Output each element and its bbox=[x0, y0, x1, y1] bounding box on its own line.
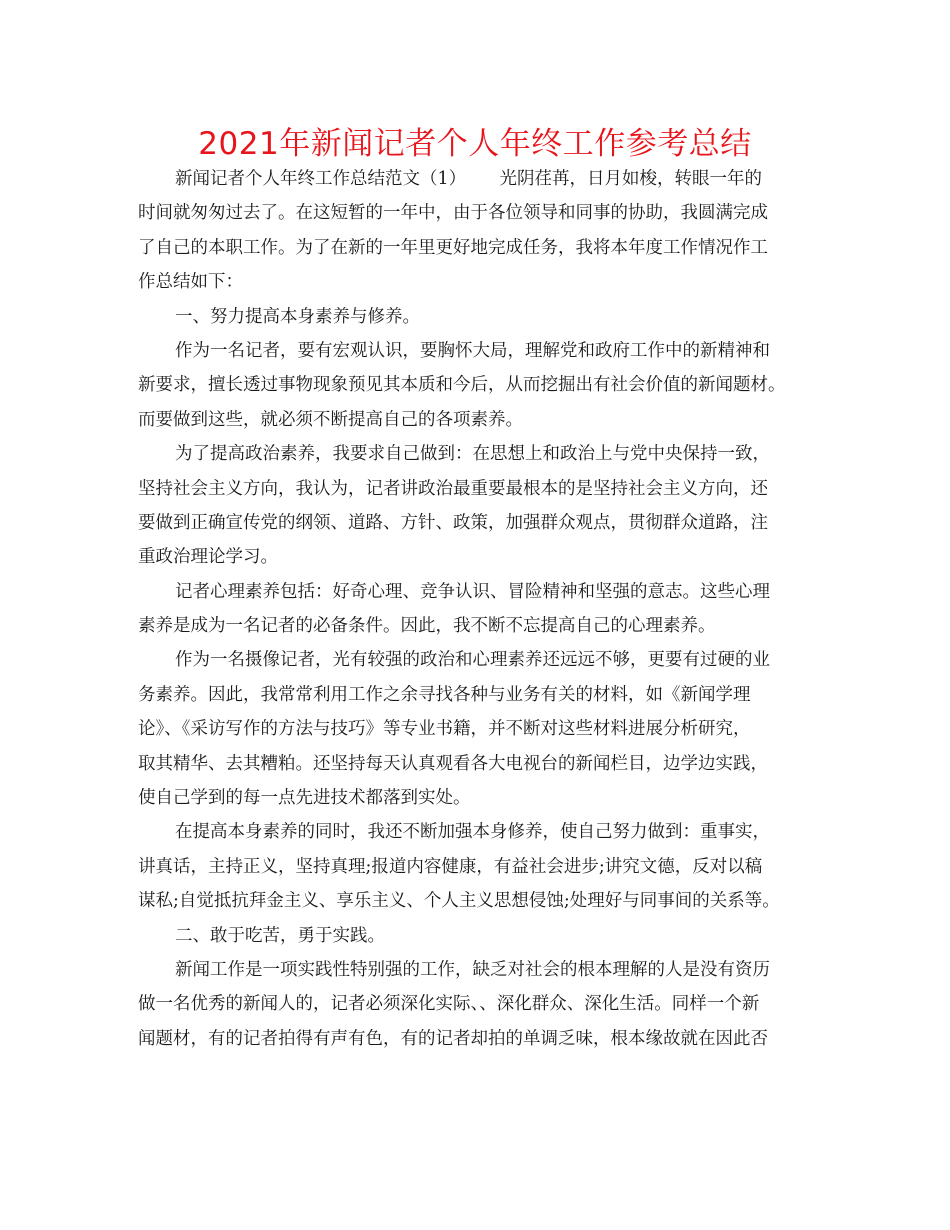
body-line: 在提高本身素养的同时，我还不断加强本身修养，使自己努力做到：重事实， bbox=[175, 822, 770, 843]
body-line: 作为一名记者，要有宏观认识，要胸怀大局，理解党和政府工作中的新精神和 bbox=[175, 340, 770, 361]
body-line: 时间就匆匆过去了。在这短暂的一年中，由于各位领导和同事的协助，我圆满完成 bbox=[138, 203, 768, 224]
body-line: 讲真话，主持正义，坚持真理;报道内容健康，有益社会进步;讲究文德，反对以稿 bbox=[138, 856, 763, 877]
body-line: 新闻工作是一项实践性特别强的工作，缺乏对社会的根本理解的人是没有资历 bbox=[175, 959, 770, 980]
body-line: 谋私;自觉抵抗拜金主义、享乐主义、个人主义思想侵蚀;处理好与同事间的关系等。 bbox=[138, 891, 780, 912]
body-line: 作为一名摄像记者，光有较强的政治和心理素养还远远不够，更要有过硬的业 bbox=[175, 650, 770, 671]
body-line: 新要求，擅长透过事物现象预见其本质和今后，从而挖掘出有社会价值的新闻题材。 bbox=[138, 375, 786, 396]
body-line: 闻题材，有的记者拍得有声有色，有的记者却拍的单调乏味，根本缘故就在因此否 bbox=[138, 1028, 768, 1049]
body-line: 重政治理论学习。 bbox=[138, 547, 278, 568]
document-body bbox=[138, 162, 824, 1056]
section-heading: 二、敢于吃苦，勇于实践。 bbox=[175, 925, 385, 946]
document-title: 2021年新闻记者个人年终工作参考总结 bbox=[198, 126, 752, 162]
body-line: 务素养。因此，我常常利用工作之余寻找各种与业务有关的材料，如《新闻学理 bbox=[138, 684, 751, 705]
body-line: 要做到正确宣传党的纲领、道路、方针、政策，加强群众观点，贯彻群众道路，注 bbox=[138, 512, 768, 533]
body-line: 为了提高政治素养，我要求自己做到：在思想上和政治上与党中央保持一致， bbox=[175, 444, 770, 465]
body-line: 记者心理素养包括：好奇心理、竞争认识、冒险精神和坚强的意志。这些心理 bbox=[175, 581, 770, 602]
body-line: 而要做到这些，就必须不断提高自己的各项素养。 bbox=[138, 409, 523, 430]
body-line: 使自己学到的每一点先进技术都落到实处。 bbox=[138, 788, 471, 809]
body-line: 作总结如下： bbox=[138, 272, 243, 293]
body-line: 新闻记者个人年终工作总结范文（1） 光阴荏苒，日月如梭，转眼一年的 bbox=[175, 169, 763, 189]
body-line: 坚持社会主义方向，我认为，记者讲政治最重要最根本的是坚持社会主义方向，还 bbox=[138, 478, 768, 499]
body-line: 做一名优秀的新闻人的，记者必须深化实际、、深化群众、深化生活。同样一个新 bbox=[138, 994, 760, 1015]
body-line: 论》、《采访写作的方法与技巧》等专业书籍，并不断对这些材料进展分析研究， bbox=[138, 719, 751, 740]
body-line: 了自己的本职工作。为了在新的一年里更好地完成任务，我将本年度工作情况作工 bbox=[138, 237, 768, 258]
body-line: 取其精华、去其糟粕。还坚持每天认真观看各大电视台的新闻栏目，边学边实践， bbox=[138, 753, 768, 774]
section-heading: 一、努力提高本身素养与修养。 bbox=[175, 306, 420, 327]
body-line: 素养是成为一名记者的必备条件。因此，我不断不忘提高自己的心理素养。 bbox=[138, 616, 716, 637]
